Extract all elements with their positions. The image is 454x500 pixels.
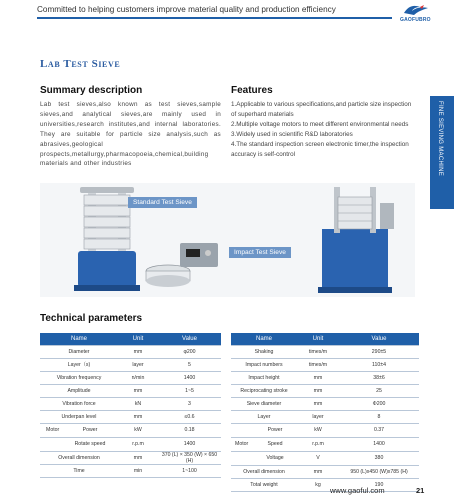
cell: Diameter (40, 345, 118, 358)
cell: 38±6 (339, 371, 419, 384)
cell: Underpan level (40, 410, 118, 423)
cell: times/m (297, 345, 339, 358)
cell: mm (297, 465, 339, 478)
table-row (40, 371, 221, 384)
cell-text: Rotate speed (74, 441, 106, 447)
table-row (40, 437, 221, 451)
cell: 0.37 (339, 423, 419, 437)
cell: mm (297, 384, 339, 397)
cell-text: Voltage (266, 455, 284, 461)
side-category-tab (430, 96, 454, 209)
table-row (40, 451, 221, 464)
cell: Shaking (231, 345, 297, 358)
cell: 3 (158, 397, 221, 410)
header-value: Value (339, 333, 419, 345)
cell: V (297, 451, 339, 465)
table-row (231, 358, 419, 371)
cell: Φ200 (339, 397, 419, 410)
motor-label: Motor (46, 427, 60, 433)
cell: Layer（s) (40, 358, 118, 371)
cell: Sieve diameter (231, 397, 297, 410)
logo-text: GAOFUBRO (400, 17, 431, 23)
table-row (231, 345, 419, 358)
impact-sieve-callout: Impact Test Sieve (229, 247, 291, 258)
page-number: 21 (416, 486, 425, 495)
header-divider (37, 17, 392, 19)
table-row (231, 451, 419, 465)
cell (40, 423, 118, 437)
cell: kW (118, 423, 158, 437)
timer-controller (180, 243, 218, 267)
summary-heading: Summary description (40, 85, 143, 96)
product-illustration (40, 183, 415, 297)
cell: Total weight (231, 478, 297, 491)
right-spec-table (231, 333, 419, 492)
cell: r.p.m (297, 437, 339, 451)
table-row (231, 371, 419, 384)
cell: layer (297, 410, 339, 423)
cell: mm (118, 384, 158, 397)
cell: Layer (231, 410, 297, 423)
cell-text: Speed (267, 441, 283, 447)
cell: 950 (L)x450 (W)x785 (H) (339, 465, 419, 478)
header-unit: Unit (118, 333, 158, 345)
page-title: Lab Test Sieve (40, 58, 121, 70)
feature-item: 2.Multiple voltage motors to meet different environmental needs (231, 120, 409, 128)
cell: ≤0.6 (158, 410, 221, 423)
header-tagline: Committed to helping customers improve material quality and production efficiency (37, 5, 336, 14)
product-photo (40, 183, 415, 297)
cell (231, 437, 297, 451)
side-tab-label: FINE SIEVING MACHINE (437, 101, 443, 177)
cell: min (118, 464, 158, 477)
cell-text: Power (82, 427, 98, 433)
cell: 380 (339, 451, 419, 465)
cell: 1~5 (158, 384, 221, 397)
table-row (231, 437, 419, 451)
cell: n/min (118, 371, 158, 384)
cell: 370 (L) × 350 (W) × 650 (H) (158, 451, 221, 464)
table-row (40, 397, 221, 410)
bird-logo-icon (398, 3, 432, 17)
header-value: Value (158, 333, 221, 345)
table-row (231, 478, 419, 491)
cell: 1400 (339, 437, 419, 451)
cell: φ200 (158, 345, 221, 358)
motor-label: Motor (235, 441, 249, 447)
table-row (40, 423, 221, 437)
cell: kN (118, 397, 158, 410)
cell: 0.18 (158, 423, 221, 437)
table-header-row (231, 333, 419, 345)
standard-sieve-callout: Standard Test Sieve (128, 197, 197, 208)
cell: 5 (158, 358, 221, 371)
header-name: Name (40, 333, 118, 345)
cell: mm (297, 371, 339, 384)
table-row (40, 464, 221, 477)
cell: mm (297, 397, 339, 410)
table-row (40, 384, 221, 397)
cell (231, 423, 297, 437)
cell: Vibration force (40, 397, 118, 410)
cell: r.p.m (118, 437, 158, 451)
table-row (40, 345, 221, 358)
header-name: Name (231, 333, 297, 345)
cell: times/m (297, 358, 339, 371)
cell: 25 (339, 384, 419, 397)
cell: 1~100 (158, 464, 221, 477)
cell: Overall dimension (231, 465, 297, 478)
table-row (231, 397, 419, 410)
cell: Amplitude (40, 384, 118, 397)
table-header-row (40, 333, 221, 345)
cell (231, 451, 297, 465)
cell: Reciprocating stroke (231, 384, 297, 397)
cell: Impact numbers (231, 358, 297, 371)
summary-text: Lab test sieves,also known as test sieves,sample sieves,and analytical sieves,are mainly used in universities,research institutes,and internal laboratories. They are suitable for particle size analysis,such as abrasives,geological prospects,metallurgy,pharmacopoeia,chemical,building materials and other industries (40, 101, 221, 168)
table-row (40, 358, 221, 371)
cell: 110±4 (339, 358, 419, 371)
footer-url: www.gaoful.com (330, 486, 385, 495)
feature-item: 1.Applicable to various specifications,and particle size inspection of superhard materials (231, 101, 412, 118)
impact-sieve-machine (318, 187, 394, 293)
features-list (231, 100, 412, 159)
cell: kg (297, 478, 339, 491)
cell: 190 (339, 478, 419, 491)
single-sieve-pan (146, 265, 190, 287)
cell: kW (297, 423, 339, 437)
cell: Impact height (231, 371, 297, 384)
cell: Vibration frequency (40, 371, 118, 384)
cell: mm (118, 410, 158, 423)
cell: 290±5 (339, 345, 419, 358)
table-row (231, 410, 419, 423)
cell: Overall dimension (40, 451, 118, 464)
cell (40, 437, 118, 451)
cell: layer (118, 358, 158, 371)
brand-logo (398, 3, 432, 25)
table-row (231, 465, 419, 478)
table-row (231, 423, 419, 437)
table-row (40, 410, 221, 423)
feature-item: 4.The standard inspection screen electronic timer,the inspection accuracy is self-control (231, 140, 409, 158)
cell: Time (40, 464, 118, 477)
cell: 8 (339, 410, 419, 423)
cell: mm (118, 345, 158, 358)
cell-text: Power (267, 427, 283, 433)
features-heading: Features (231, 85, 273, 96)
cell: 1400 (158, 371, 221, 384)
tech-heading: Technical parameters (40, 313, 143, 324)
cell: mm (118, 451, 158, 464)
cell: 1400 (158, 437, 221, 451)
feature-item: 3.Widely used in scientific R&D laboratories (231, 130, 353, 138)
table-row (231, 384, 419, 397)
left-spec-table (40, 333, 221, 478)
header-unit: Unit (297, 333, 339, 345)
